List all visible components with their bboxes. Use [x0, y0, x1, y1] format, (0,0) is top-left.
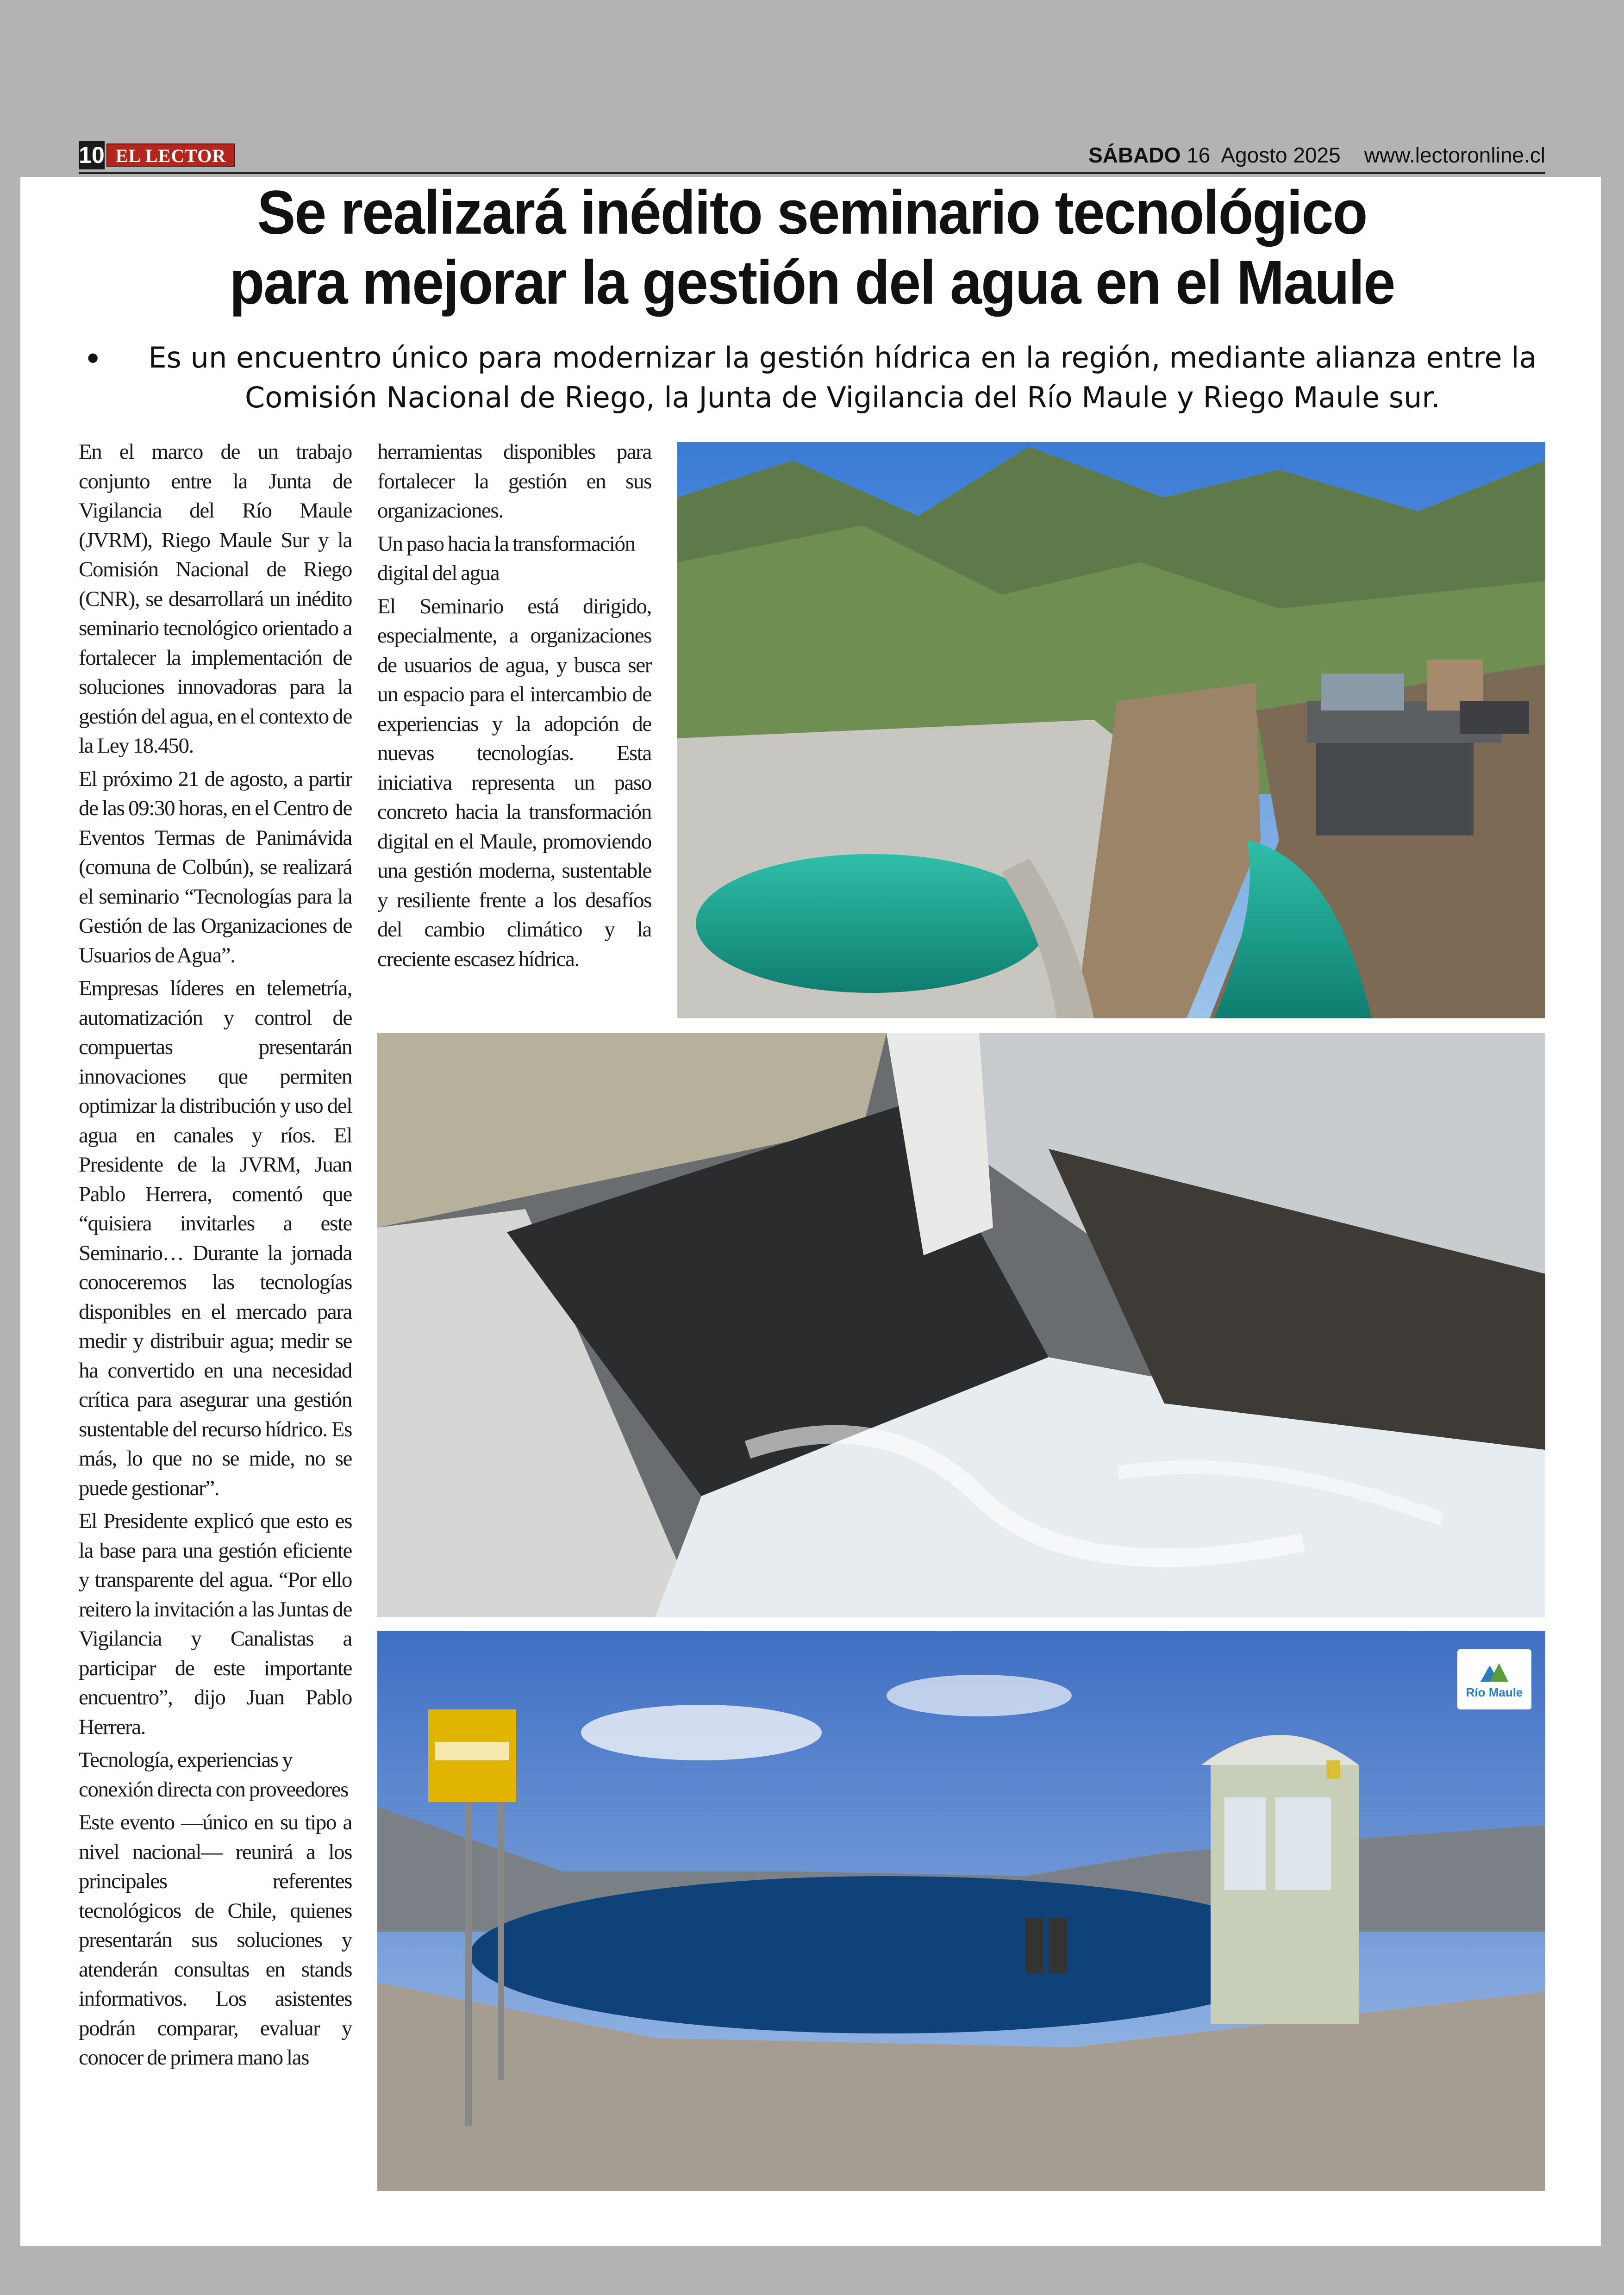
- page-number: 10: [79, 141, 105, 169]
- paragraph: El Seminario está dirigido, especialmente, a organizaciones de usuarios de agua, y busca ser un espacio para el intercambio de experiencias y la adopción de nuevas tecnologías. Esta iniciativa representa un paso concreto hacia la transformación digital en el Maule, promoviendo una gestión moderna, sustentable y resiliente frente a los desafíos del cambio climático y la creciente escasez hídrica.: [377, 594, 651, 971]
- paragraph: Este evento —único en su tipo a nivel nacional— reunirá a los principales referentes tecnológicos de Chile, quienes presentarán sus soluciones y atenderán consultas en stands informativos. Los asistentes podrán comparar, evaluar y conocer de primera mano las: [79, 1810, 352, 2070]
- publication-logo: EL LECTOR: [106, 143, 235, 167]
- subheading: Un paso hacia la transformación digital del agua: [377, 531, 635, 585]
- website-label: www.lectoronline.cl: [1364, 143, 1545, 167]
- text-column-1: [79, 437, 352, 2077]
- subheading: Tecnología, experiencias y conexión directa con proveedores: [79, 1748, 349, 1802]
- text-column-2: [377, 437, 651, 978]
- headline-line-1: Se realizará inédito seminario tecnológico: [257, 178, 1367, 247]
- deck-bullet: •: [83, 340, 103, 378]
- page-header: [79, 139, 1545, 172]
- day-label: SÁBADO: [1088, 143, 1181, 167]
- rio-maule-logo-text: Río Maule: [1466, 1685, 1523, 1699]
- floodgate-water-photo: [377, 1033, 1545, 1617]
- headline: [69, 178, 1555, 318]
- deck: Es un encuentro único para modernizar la gestión hídrica en la región, mediante alianza entre la Comisión Nacional de Riego, la Junta de Vigilancia del Río Maule y Riego Maule sur.: [148, 341, 1537, 414]
- dam-photo: [677, 442, 1545, 1018]
- headline-line-2: para mejorar la gestión del agua en el Maule: [229, 248, 1395, 318]
- reservoir-panorama-photo: [377, 1631, 1545, 2191]
- paragraph: El próximo 21 de agosto, a partir de las 09:30 horas, en el Centro de Eventos Termas de Panimávida (comuna de Colbún), se realizará el seminario “Tecnologías para la Gestión de las Organizaciones de Usuarios de Agua”.: [79, 767, 352, 967]
- paragraph: Empresas líderes en telemetría, automatización y control de compuertas presentarán innovaciones que permiten optimizar la distribución y uso del agua en canales y ríos. El Presidente de la JVRM, Juan Pablo Herrera, comentó que “quisiera invitarles a este Seminario… Durante la jornada conoceremos las tecnologías disponibles en el mercado para medir y distribuir agua; medir se ha convertido en una necesidad crítica para asegurar una gestión sustentable del recurso hídrico. Es más, lo que no se mide, no se puede gestionar”.: [79, 976, 352, 1500]
- rio-maule-logo: [1457, 1649, 1531, 1709]
- header-rule: [79, 172, 1545, 174]
- paragraph: herramientas disponibles para fortalecer la gestión en sus organizaciones.: [377, 440, 651, 523]
- paragraph: El Presidente explicó que esto es la base para una gestión eficiente y transparente del agua. “Por ello reitero la invitación a las Juntas de Vigilancia y Canalistas a participar de este importante encuentro”, dijo Juan Pablo Herrera.: [79, 1509, 352, 1739]
- date-label: 16 Agosto 2025: [1187, 143, 1341, 167]
- paragraph: En el marco de un trabajo conjunto entre la Junta de Vigilancia del Río Maule (JVRM), Riego Maule Sur y la Comisión Nacional de Riego (CNR), se desarrollará un inédito seminario tecnológico orientado a fortalecer la implementación de soluciones innovadoras para la gestión del agua, en el contexto de la Ley 18.450.: [79, 440, 352, 758]
- dateline: [1088, 143, 1545, 168]
